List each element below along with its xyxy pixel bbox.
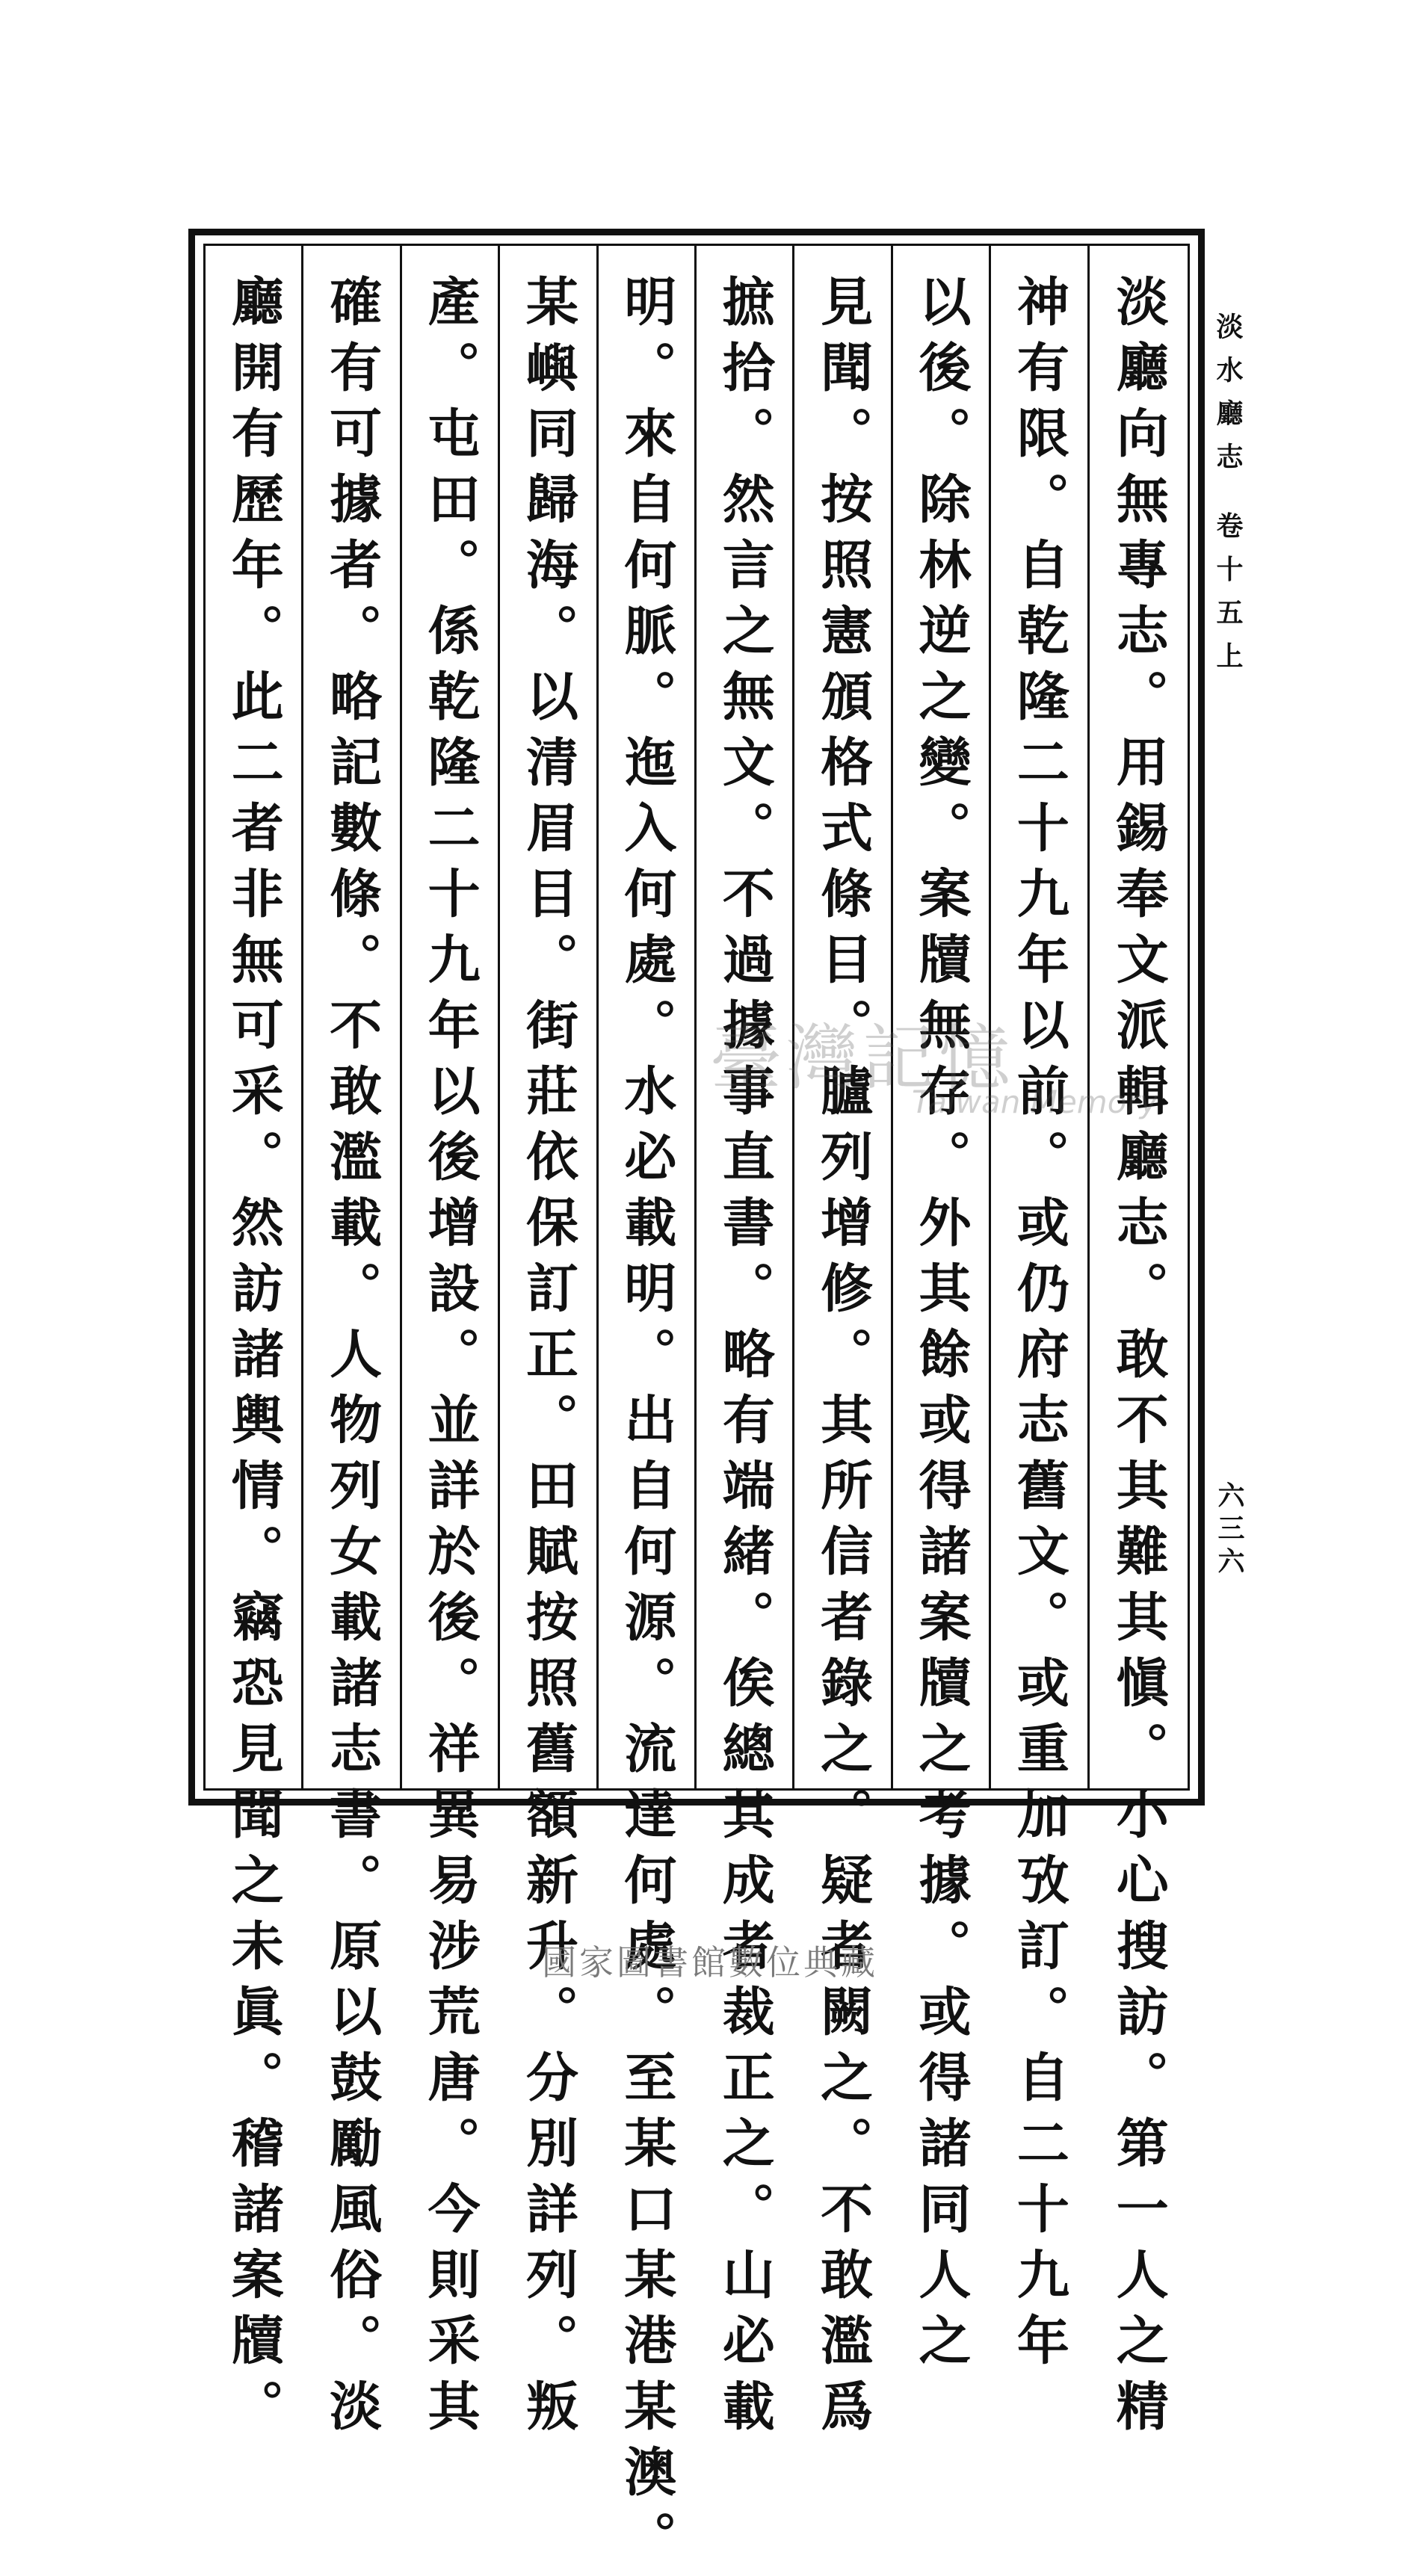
text-column — [206, 246, 303, 2444]
watermark-subtext: Taiwan Memory — [912, 1084, 1158, 1120]
column-text: 淡廳向無專志。用錫奉文派輯廳志。敢不其難其愼。小心搜訪。第一人之精 — [1108, 274, 1170, 2444]
watermark-logo-text: 臺灣記憶 — [710, 1016, 1015, 1100]
text-column — [303, 246, 401, 2444]
book-header — [1209, 312, 1247, 685]
book-title: 淡水廳志 — [1212, 312, 1244, 486]
volume-label: 卷十五上 — [1212, 511, 1244, 685]
column-text: 神有限。自乾隆二十九年以前。或仍府志舊文。或重加攷訂。自二十九年 — [1008, 274, 1071, 2379]
column-text: 見聞。按照憲頒格式條目。臚列增修。其所信者錄之。疑者闕之。不敢濫爲 — [812, 274, 874, 2444]
page-number: 六三六 — [1214, 1481, 1245, 1580]
column-text: 確有可據者。略記數條。不敢濫載。人物列女載諸志書。原以鼓勵風俗。淡 — [321, 274, 383, 2444]
column-text: 產。屯田。係乾隆二十九年以後增設。並詳於後。祥異易涉荒唐。今則采其 — [419, 274, 482, 2444]
text-column — [599, 246, 697, 2576]
column-text: 明。來自何脈。迤入何處。水必載明。出自何源。流達何處。至某口某港某澳。 — [615, 274, 678, 2576]
watermark — [710, 1001, 1158, 1136]
text-column — [402, 246, 500, 2444]
column-text: 摭拾。然言之無文。不過據事直書。略有端緒。俟總其成者裁正之。山必載 — [714, 274, 777, 2444]
column-text: 某嶼同歸海。以清眉目。街莊依保訂正。田賦按照舊額新升。分別詳列。叛 — [517, 274, 580, 2444]
column-text: 以後。除林逆之變。案牘無存。外其餘或得諸案牘之考據。或得諸同人之 — [910, 274, 973, 2379]
footer-credit: 國家圖書館數位典藏 — [542, 1942, 878, 1983]
column-text: 廳開有歷年。此二者非無可采。然訪諸輿情。竊恐見聞之未眞。稽諸案牘。 — [223, 274, 285, 2444]
text-column — [500, 246, 598, 2444]
